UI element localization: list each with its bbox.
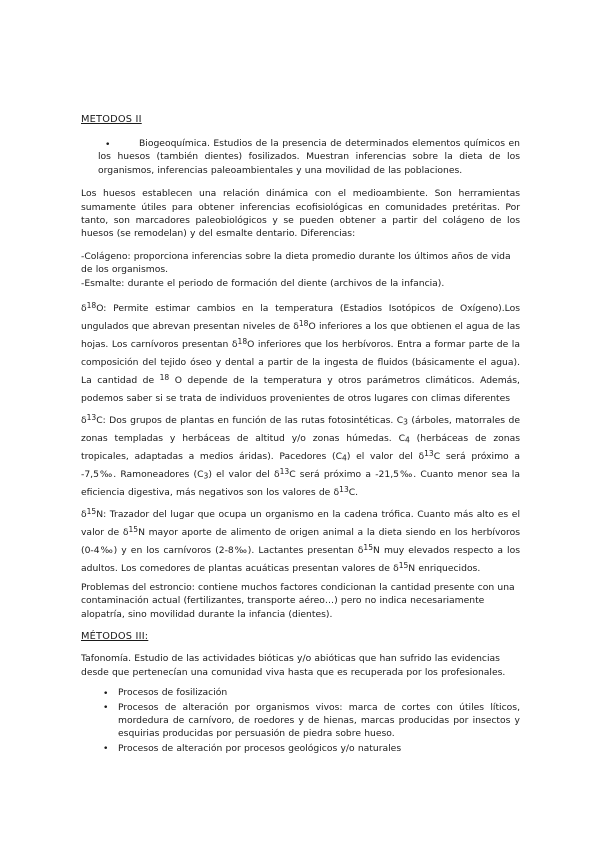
bullet-icon: •: [103, 702, 109, 713]
heading-metodos-ii: METODOS II: [81, 114, 142, 125]
paragraph-tafonomia: Tafonomía. Estudio de las actividades bióticas y/o abióticas que han sufrido las evidencias desde que pertenecían una comunidad viva hasta que es recuperada por los profesionales.: [81, 653, 506, 678]
list-item-alteracion-geologica: [81, 742, 520, 755]
tafonomia-list: [81, 686, 520, 755]
paragraph-huesos: Los huesos establecen una relación dinámica con el medioambiente. Son herramientas sumamente útiles para obtener inferencias ecofisiológicas en comunidades pretéritas. Por tanto, son marcadores paleobiológicos y se pueden obtener a partir del colágeno de los huesos (se remodelan) y del esmalte dentario. Diferencias:: [81, 188, 520, 240]
paragraph-colageno: -Colágeno: proporciona inferencias sobre la dieta promedio durante los últimos años de vida de los organismos.: [81, 250, 511, 276]
list-item-text: Procesos de alteración por organismos vivos: marca de cortes con útiles líticos, mordedura de carnívoro, de roedores y de hienas, marcas producidas por insectos y esquirias producidas por persuasión de piedra sobre hueso.: [118, 701, 520, 740]
list-item-fosilizacion: [81, 686, 520, 699]
list-item-alteracion-organismos: [81, 701, 520, 741]
paragraph-delta-18o: $\delta^{18}O$: Permite estimar cambios en la temperatura (Estadios Isotópicos de Oxígeno).Los ungulados que abrevan presentan niveles de $\delta^{18}O$ inferiores a los que obtienen el agua de las hojas. Los carnívoros presentan $\delta^{18}O$ inferiores que los herbívoros. Entra a formar parte de la composición del tejido óseo y dental a partir de la ingesta de fluidos (básicamente el agua). La cantidad de $^{18}$ O depende de la temperatura y otros parámetros climáticos. Además, podemos saber si se trata de individuos provenientes de otros lugares con climas diferentes: [81, 300, 520, 405]
bullet-icon: •: [103, 743, 109, 755]
list-item-text: Procesos de fosilización: [118, 687, 228, 699]
bullet-icon: •: [103, 687, 109, 699]
bullet-icon: •: [105, 138, 111, 150]
list-item-biogeoquimica: [98, 137, 520, 177]
paragraph-esmalte: -Esmalte: durante el periodo de formación del diente (archivos de la infancia).: [81, 277, 445, 289]
heading-metodos-iii: MÉTODOS III:: [81, 631, 149, 643]
list-item-text: Procesos de alteración por procesos geológicos y/o naturales: [118, 742, 402, 754]
paragraph-delta-15n: $\delta^{15}N$: Trazador del lugar que ocupa un organismo en la cadena trófica. Cuanto más alto es el valor de $\delta^{15}N$ mayor aporte de alimento de origen animal a la dieta siendo en los herbívoros (0-4‰) y en los carnívoros (2-8‰). Lactantes presentan $\delta^{15}N$ muy elevados respecto a los adultos. Los comedores de plantas acuáticas presentan valores de $\delta^{15}N$ enriquecidos.: [81, 506, 520, 575]
list-item-text: Biogeoquímica. Estudios de la presencia de determinados elementos químicos en los huesos (también dientes) fosilizados. Muestran inferencias sobre la dieta de los organismos, inferencias paleoambientales y una movilidad de las poblaciones.: [98, 138, 520, 176]
paragraph-estroncio: Problemas del estroncio: contiene muchos factores condicionan la cantidad presente con una contaminación actual (fertilizantes, transporte aéreo…) pero no indica necesariamente alopatría, sino movilidad durante la infancia (dientes).: [81, 582, 515, 620]
paragraph-delta-13c: $\delta^{13}C$: Dos grupos de plantas en función de las rutas fotosintéticas. $C_3$ (árboles, matorrales de zonas templadas y herbáceas de altitud y/o zonas húmedas. $C_4$ (herbáceas de zonas tropicales, adaptadas a medios áridas). Pacedores $(C_4)$ el valor del $\delta^{13}C$ será próximo a -7,5‰. Ramoneadores $(C_3)$ el valor del $\delta^{13}C$ será próximo a -21,5‰. Cuanto menor sea la eficiencia digestiva, más negativos son los valores de $\delta^{13}C$.: [81, 412, 521, 499]
